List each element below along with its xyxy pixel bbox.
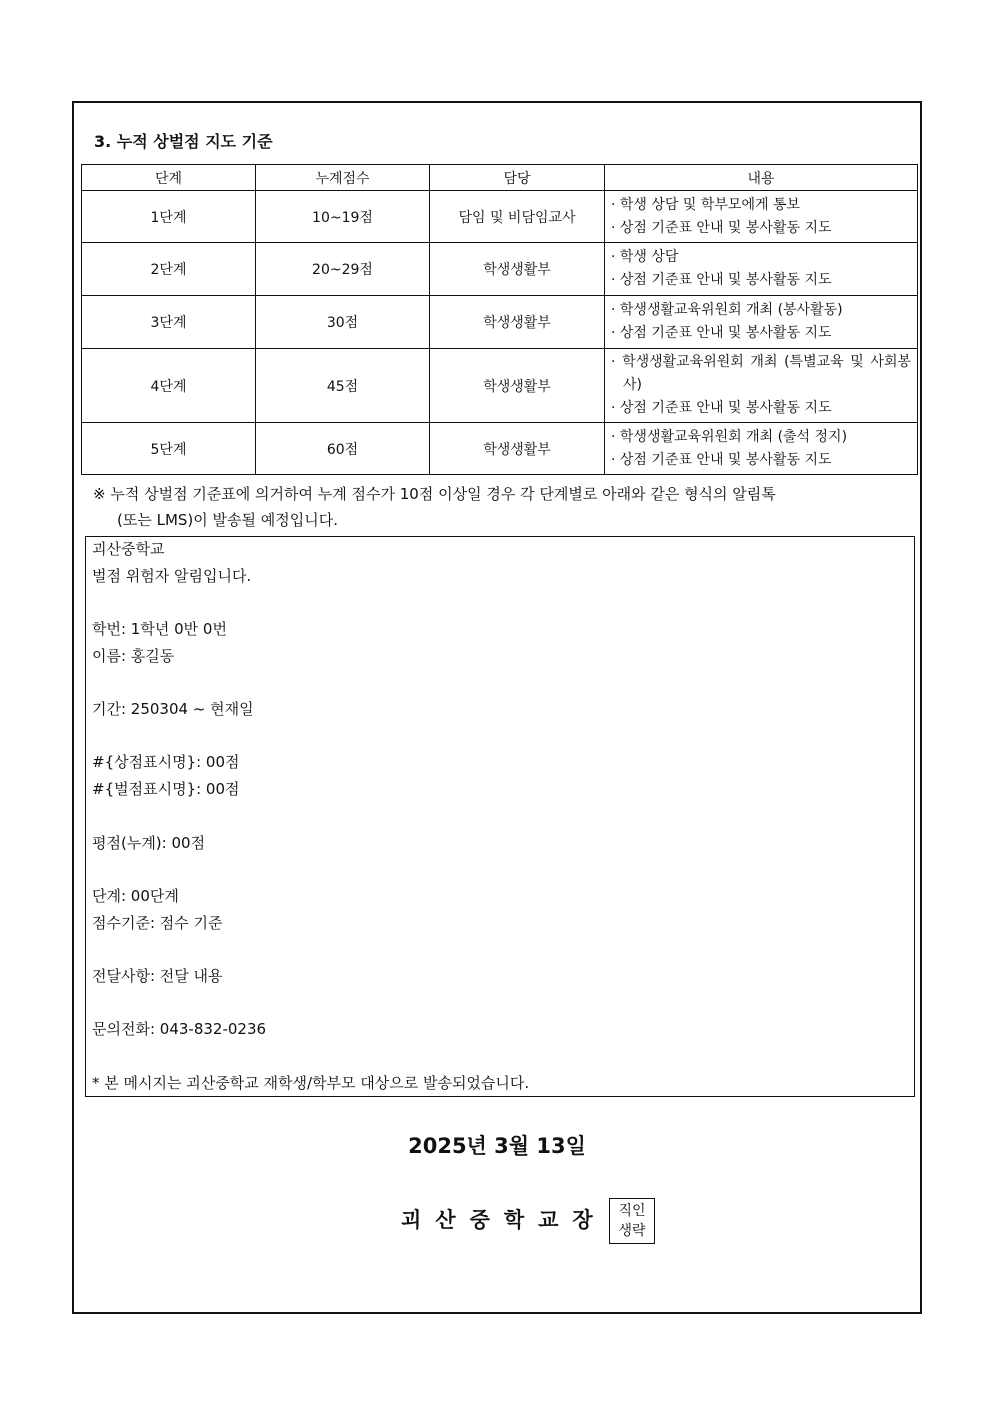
message-criteria: 점수기준: 점수 기준 bbox=[92, 914, 223, 932]
table-row bbox=[82, 423, 918, 475]
header-content: 내용 bbox=[605, 165, 918, 191]
content-cell bbox=[605, 423, 918, 475]
message-total: 평점(누계): 00점 bbox=[92, 834, 206, 852]
score-cell: 45점 bbox=[256, 349, 430, 423]
charge-cell: 학생생활부 bbox=[430, 296, 605, 349]
message-heading: 벌점 위험자 알림입니다. bbox=[92, 567, 252, 585]
content-item: · 상점 기준표 안내 및 봉사활동 지도 bbox=[611, 272, 832, 288]
content-cell bbox=[605, 349, 918, 423]
section-title: 3. 누적 상벌점 지도 기준 bbox=[94, 132, 273, 151]
content-cell bbox=[605, 243, 918, 296]
content-item: · 학생생활교육위원회 개최 (출석 정지) bbox=[611, 428, 848, 445]
header-charge: 담당 bbox=[430, 165, 605, 191]
notice-line-1: ※ 누적 상벌점 기준표에 의거하여 누계 점수가 10점 이상일 경우 각 단계별로 아래와 같은 형식의 알림톡 bbox=[93, 485, 776, 503]
content-item: · 학생 상담 및 학부모에게 통보 bbox=[611, 196, 800, 213]
message-stage: 단계: 00단계 bbox=[92, 887, 179, 905]
principal-title: 괴산중학교장 bbox=[401, 1208, 607, 1232]
message-period: 기간: 250304 ~ 현재일 bbox=[92, 700, 254, 718]
table-row bbox=[82, 191, 918, 243]
message-merit: #{상점표시명}: 00점 bbox=[92, 753, 240, 771]
score-cell: 20~29점 bbox=[256, 243, 430, 296]
message-footer: * 본 메시지는 괴산중학교 재학생/학부모 대상으로 발송되었습니다. bbox=[92, 1074, 530, 1092]
message-school: 괴산중학교 bbox=[92, 540, 165, 558]
message-phone: 문의전화: 043-832-0236 bbox=[92, 1020, 267, 1038]
content-item: · 상점 기준표 안내 및 봉사활동 지도 bbox=[611, 451, 832, 468]
notice-line-2: (또는 LMS)이 발송될 예정입니다. bbox=[117, 511, 338, 529]
charge-cell: 학생생활부 bbox=[430, 243, 605, 296]
stage-cell: 1단계 bbox=[82, 191, 256, 243]
score-cell: 60점 bbox=[256, 423, 430, 475]
content-item: · 상점 기준표 안내 및 봉사활동 지도 bbox=[611, 325, 832, 341]
content-item: · 학생 상담 bbox=[611, 249, 679, 265]
document-date: 2025년 3월 13일 bbox=[408, 1134, 586, 1158]
content-item: · 학생생활교육위원회 개최 (특별교육 및 사회봉사) bbox=[611, 354, 911, 393]
message-notes: 전달사항: 전달 내용 bbox=[92, 967, 223, 985]
content-cell bbox=[605, 191, 918, 243]
stage-cell: 5단계 bbox=[82, 423, 256, 475]
header-score: 누계점수 bbox=[256, 165, 430, 191]
table-row bbox=[82, 243, 918, 296]
stage-cell: 2단계 bbox=[82, 243, 256, 296]
message-student-no: 학번: 1학년 0반 0번 bbox=[92, 620, 227, 638]
stage-cell: 3단계 bbox=[82, 296, 256, 349]
criteria-table bbox=[81, 164, 918, 475]
document-frame bbox=[72, 101, 922, 1314]
table-header-row bbox=[82, 165, 918, 191]
header-stage: 단계 bbox=[82, 165, 256, 191]
content-cell bbox=[605, 296, 918, 349]
message-demerit: #{벌점표시명}: 00점 bbox=[92, 780, 240, 798]
content-item: · 학생생활교육위원회 개최 (봉사활동) bbox=[611, 302, 843, 318]
notice-text bbox=[93, 481, 923, 533]
seal-line-2: 생략 bbox=[618, 1223, 646, 1239]
charge-cell: 학생생활부 bbox=[430, 349, 605, 423]
content-item: · 상점 기준표 안내 및 봉사활동 지도 bbox=[611, 400, 832, 416]
seal-omitted-stamp bbox=[609, 1198, 655, 1244]
content-item: · 상점 기준표 안내 및 봉사활동 지도 bbox=[611, 219, 832, 236]
charge-cell: 학생생활부 bbox=[430, 423, 605, 475]
table-row bbox=[82, 296, 918, 349]
score-cell: 30점 bbox=[256, 296, 430, 349]
message-name: 이름: 홍길동 bbox=[92, 647, 175, 665]
score-cell: 10~19점 bbox=[256, 191, 430, 243]
message-template-box bbox=[85, 536, 915, 1097]
charge-cell: 담임 및 비담임교사 bbox=[430, 191, 605, 243]
seal-line-1: 직인 bbox=[618, 1203, 646, 1219]
table-row bbox=[82, 349, 918, 423]
stage-cell: 4단계 bbox=[82, 349, 256, 423]
